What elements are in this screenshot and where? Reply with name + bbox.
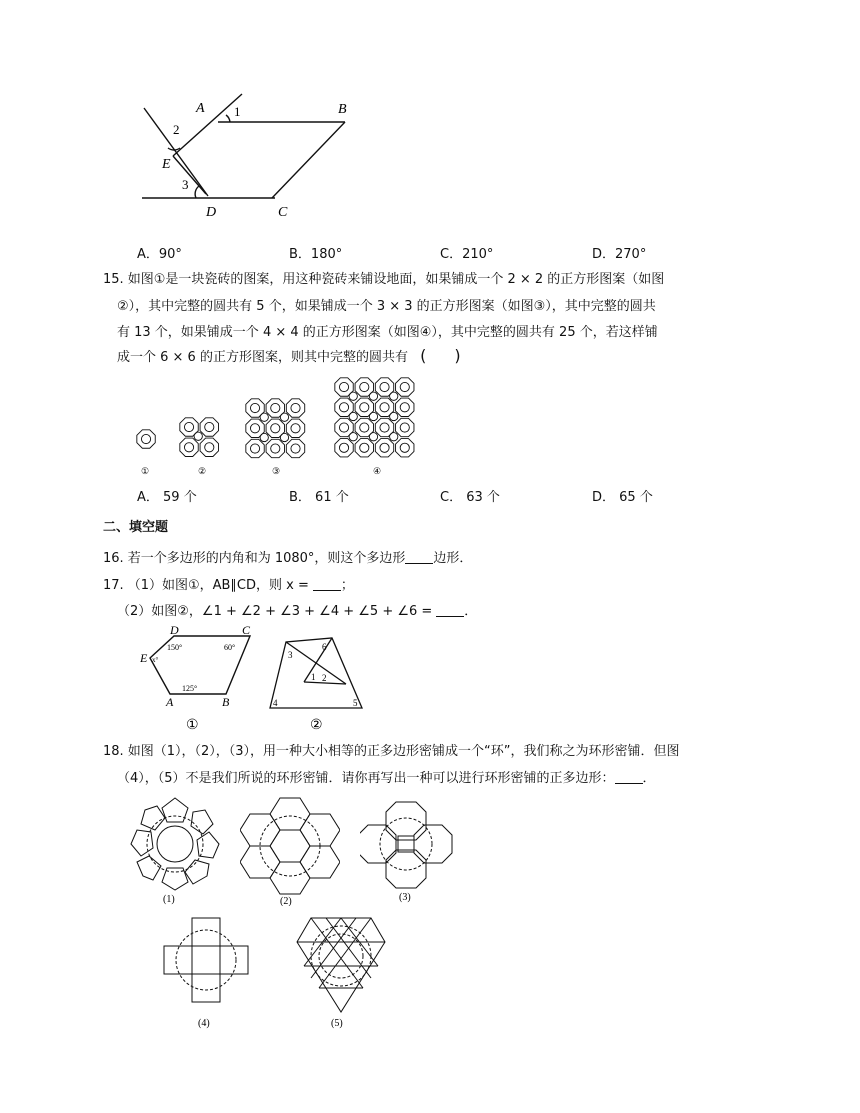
q17-line1	[103, 574, 354, 593]
q16-answer-blank[interactable]	[405, 551, 433, 564]
q15-option-b[interactable]: B． 61 个	[289, 490, 349, 505]
label-A: A	[196, 101, 205, 116]
q15-caption-4: ④	[373, 466, 382, 476]
q18-caption-3: (3)	[399, 892, 411, 903]
q18-text2: （4），（5）不是我们所说的环形密铺．请你再写出一种可以进行环形密铺的正多边形：	[117, 771, 615, 786]
q16-line	[103, 547, 472, 566]
q17-answer-blank-2[interactable]	[436, 604, 464, 617]
q15-caption-2: ②	[198, 466, 207, 476]
label-D: D	[206, 205, 217, 220]
label-1: 1	[234, 104, 241, 119]
fig1-angle-60: 60°	[224, 643, 236, 652]
q18-figure-1	[125, 796, 225, 906]
q17-part1: （1）如图①，AB∥CD，则 x =	[127, 578, 309, 593]
fig2-label-3: 3	[288, 650, 293, 660]
q15-number: 15.	[103, 272, 124, 287]
label-2: 2	[173, 122, 180, 137]
fig2-label-5: 5	[353, 698, 358, 708]
q18-line2	[117, 767, 656, 786]
fig1-angle-125: 125°	[182, 684, 198, 693]
answer-paren-close: )	[454, 346, 461, 365]
q18-caption-4: (4)	[198, 1018, 210, 1029]
q18-line1	[103, 740, 679, 759]
q17-answer-blank-1[interactable]	[313, 578, 341, 591]
q15-line2: ②），其中完整的圆共有 5 个，如果铺成一个 3 × 3 的正方形图案（如图③），其中完整的圆共	[117, 299, 656, 314]
q15-line3: 有 13 个，如果铺成一个 4 × 4 的正方形图案（如图④），其中完整的圆共有 25 个，若这样铺	[117, 325, 658, 340]
q17-number: 17.	[103, 578, 124, 593]
fig1-label-D: D	[170, 623, 179, 637]
answer-paren-open: (	[420, 346, 427, 365]
q18-text1: 如图（1），（2），（3），用一种大小相等的正多边形密铺成一个“环”，我们称之为环形密铺．但图	[127, 744, 680, 759]
fig1-caption: ①	[186, 718, 199, 733]
q15-option-a[interactable]: A． 59 个	[137, 490, 197, 505]
q15-tile-figures	[130, 372, 430, 480]
label-3: 3	[182, 177, 189, 192]
q17-part1-after: ；	[340, 578, 354, 593]
q17-figures	[140, 622, 380, 734]
label-C: C	[278, 205, 288, 220]
q15-option-c[interactable]: C． 63 个	[440, 490, 500, 505]
q18-figure-5	[295, 916, 387, 1032]
q17-part2: （2）如图②，∠1 + ∠2 + ∠3 + ∠4 + ∠5 + ∠6 =	[117, 604, 433, 619]
q18-caption-5: (5)	[331, 1018, 343, 1029]
q14-figure	[130, 90, 370, 220]
q15-text1: 如图①是一块瓷砖的图案，用这种瓷砖来铺设地面，如果铺成一个 2 × 2 的正方形图案（如图	[127, 272, 665, 287]
fig1-angle-150: 150°	[167, 643, 183, 652]
fig1-label-C: C	[242, 623, 251, 637]
fig2-caption: ②	[310, 718, 323, 733]
label-B: B	[338, 102, 347, 117]
q15-line1	[103, 268, 664, 287]
q16-text-after: 边形．	[433, 551, 473, 566]
q18-text2-after: ．	[642, 771, 656, 786]
q15-option-d[interactable]: D． 65 个	[592, 490, 653, 505]
q16-number: 16.	[103, 551, 124, 566]
fig1-label-A: A	[166, 695, 174, 709]
fig1-angle-x: x°	[152, 656, 159, 664]
q18-caption-2: (2)	[280, 896, 292, 906]
q18-figure-2	[240, 796, 340, 906]
fig2-label-1: 1	[311, 672, 316, 682]
q18-number: 18.	[103, 744, 124, 759]
label-E: E	[162, 157, 171, 172]
q18-caption-1: (1)	[163, 894, 175, 905]
q17-part2-after: ．	[464, 604, 478, 619]
q15-line4	[117, 346, 461, 365]
q14-option-d[interactable]: D．270°	[592, 247, 647, 262]
q14-option-c[interactable]: C．210°	[440, 247, 494, 262]
section-title: 二、填空题	[103, 520, 169, 535]
q16-text: 若一个多边形的内角和为 1080°，则这个多边形	[127, 551, 406, 566]
fig2-label-6: 6	[322, 642, 327, 652]
fig1-label-B: B	[222, 695, 230, 709]
q15-text4: 成一个 6 × 6 的正方形图案，则其中完整的圆共有	[117, 350, 408, 365]
fig1-label-E: E	[140, 651, 148, 665]
q15-caption-1: ①	[141, 466, 150, 476]
q14-option-b[interactable]: B．180°	[289, 247, 343, 262]
fig2-label-2: 2	[322, 673, 327, 683]
q15-caption-3: ③	[272, 466, 281, 476]
q18-figure-3	[360, 800, 455, 906]
q18-answer-blank[interactable]	[615, 771, 643, 784]
q14-option-a[interactable]: A．90°	[137, 247, 182, 262]
q18-figure-4	[162, 916, 252, 1032]
q17-line2	[117, 600, 477, 619]
fig2-label-4: 4	[273, 698, 278, 708]
